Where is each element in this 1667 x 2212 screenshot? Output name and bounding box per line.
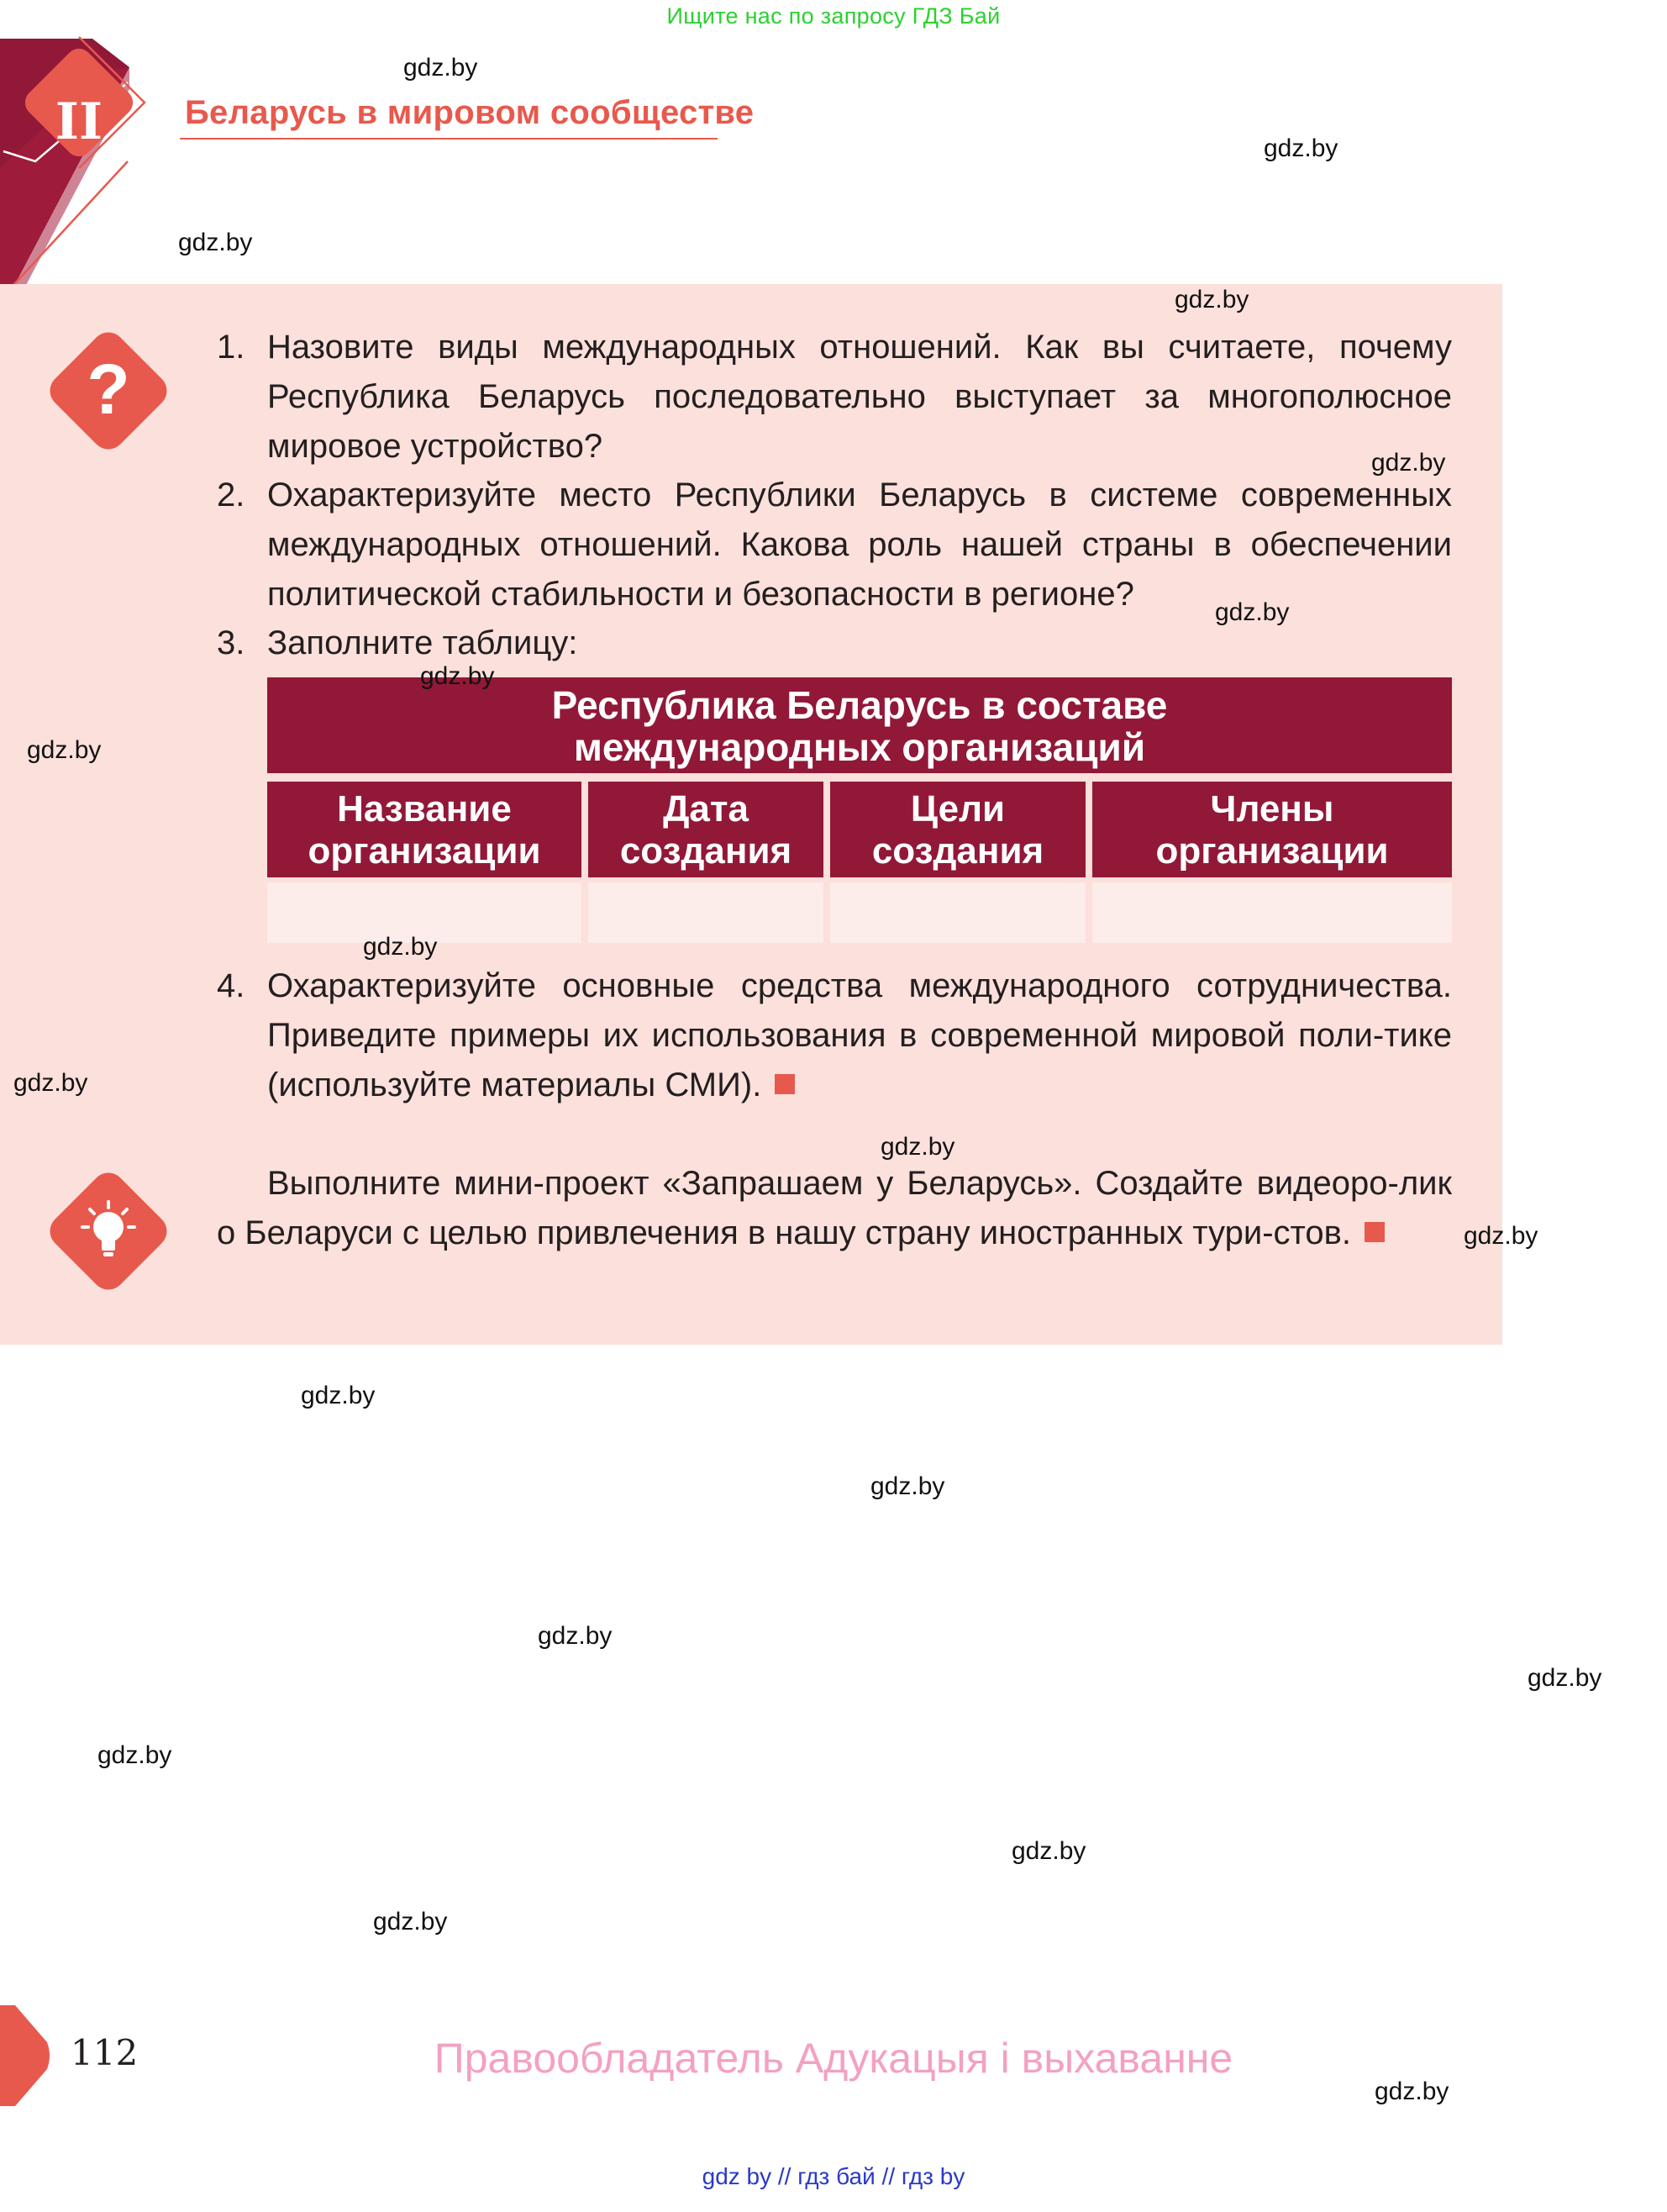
watermark: gdz.by xyxy=(363,933,438,961)
table-cell-empty[interactable] xyxy=(1092,882,1452,943)
column-header-line: организации xyxy=(1155,830,1389,872)
chapter-title: Беларусь в мировом сообществе xyxy=(185,94,755,131)
watermark: gdz.by xyxy=(1012,1837,1086,1865)
lightbulb-icon xyxy=(44,1167,173,1296)
question-number: 2. xyxy=(217,477,245,514)
page-number: 112 xyxy=(71,2032,139,2073)
column-header-line: Название xyxy=(337,788,512,830)
watermark: gdz.by xyxy=(27,736,102,764)
watermark: gdz.by xyxy=(420,662,495,690)
watermark: gdz.by xyxy=(1371,449,1446,477)
copyright-holder: Правообладатель Адукацыя і выхаванне xyxy=(434,2035,1233,2082)
question-number: 3. xyxy=(217,624,245,661)
watermark: gdz.by xyxy=(870,1472,945,1500)
column-header-line: создания xyxy=(871,830,1044,872)
column-header-goals xyxy=(830,782,1086,877)
watermark: gdz.by xyxy=(881,1133,955,1161)
question-text: Назовите виды международных отношений. Как вы считаете, почему Республика Беларусь последовательно выступает за многополюсное мировое устройство? xyxy=(267,329,1452,465)
table-cell-empty[interactable] xyxy=(830,882,1086,943)
column-header-line: Цели xyxy=(910,788,1006,830)
watermark: gdz.by xyxy=(1528,1664,1602,1692)
watermark: gdz.by xyxy=(373,1908,448,1936)
column-header-line: создания xyxy=(619,830,792,872)
watermark: gdz.by xyxy=(1175,286,1249,313)
question-text-wrap xyxy=(267,961,1452,1110)
svg-text:?: ? xyxy=(87,350,130,429)
end-square-icon xyxy=(775,1074,795,1094)
question-text: Охарактеризуйте основные средства международного сотрудничества. Приведите примеры их использования в современной мировой поли-тике (используйте материалы СМИ). xyxy=(267,967,1452,1103)
table-title-line: Республика Беларусь в составе xyxy=(551,683,1168,727)
question-text: Заполните таблицу: xyxy=(267,624,578,661)
end-square-icon xyxy=(1365,1222,1385,1242)
table-title-line: международных организаций xyxy=(573,725,1146,769)
watermark: gdz.by xyxy=(1464,1222,1538,1250)
chapter-numeral: II xyxy=(55,92,103,151)
top-banner[interactable]: Ищите нас по запросу ГДЗ Бай xyxy=(666,3,1001,29)
column-header-line: Дата xyxy=(663,788,749,830)
column-header-name xyxy=(267,782,581,877)
bottom-links[interactable]: gdz by // гдз бай // гдз by xyxy=(702,2163,965,2189)
watermark: gdz.by xyxy=(1264,134,1338,162)
table-cell-empty[interactable] xyxy=(588,882,823,943)
watermark: gdz.by xyxy=(301,1382,376,1409)
column-header-line: Члены xyxy=(1210,788,1334,830)
watermark: gdz.by xyxy=(403,54,478,82)
watermark: gdz.by xyxy=(1375,2078,1449,2105)
watermark: gdz.by xyxy=(538,1622,613,1650)
table-title xyxy=(267,677,1452,773)
mini-project-text-wrap xyxy=(217,1159,1452,1258)
watermark: gdz.by xyxy=(97,1741,172,1769)
column-header-line: организации xyxy=(308,830,541,872)
watermark: gdz.by xyxy=(13,1069,88,1097)
column-header-members xyxy=(1092,782,1452,877)
column-header-date xyxy=(588,782,823,877)
question-text: Охарактеризуйте место Республики Беларусь в системе современных международных отношений. Какова роль нашей страны в обеспечении политической стабильности и безопасности в регионе? xyxy=(267,477,1452,613)
chapter-title-underline xyxy=(180,138,718,140)
watermark: gdz.by xyxy=(178,229,253,256)
question-number: 4. xyxy=(217,967,245,1004)
watermark: gdz.by xyxy=(1215,598,1290,626)
question-number: 1. xyxy=(217,329,245,366)
mini-project-text: Выполните мини-проект «Запрашаем у Беларусь». Создайте видеоро-лик о Беларуси с целью привлечения в нашу страну иностранных тури-стов. xyxy=(217,1165,1452,1251)
question-mark-icon xyxy=(44,326,173,456)
